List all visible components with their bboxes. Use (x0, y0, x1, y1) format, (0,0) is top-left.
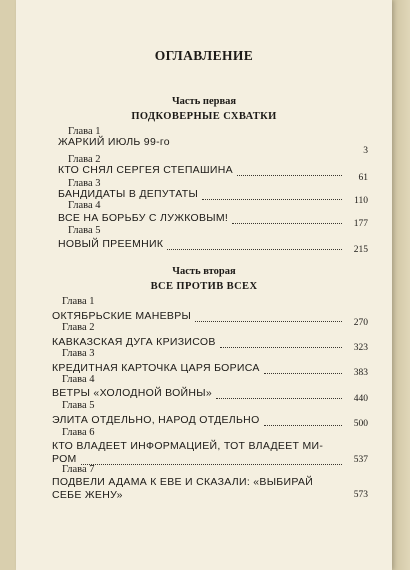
chapter-label: Глава 4 (62, 374, 95, 385)
part-2-label: Часть вторая (172, 266, 236, 277)
toc-title: ОГЛАВЛЕНИЕ (154, 48, 254, 63)
chapter-title-continued: РОМ (52, 453, 77, 465)
chapter-page-number: 270 (353, 318, 368, 328)
chapter-page-number: 215 (353, 245, 368, 255)
dot-leader (167, 239, 342, 250)
page-edge (392, 0, 410, 570)
chapter-page-number: 573 (353, 490, 368, 500)
chapter-label: Глава 3 (62, 348, 95, 359)
chapter-title: ЖАРКИЙ ИЮЛЬ 99-го (58, 136, 170, 148)
part-2-name: ВСЕ ПРОТИВ ВСЕХ (150, 281, 258, 292)
chapter-title: ВЕТРЫ «ХОЛОДНОЙ ВОЙНЫ» (52, 387, 213, 399)
chapter-label: Глава 3 (68, 178, 101, 189)
chapter-page-number: 110 (354, 196, 368, 206)
dot-leader (220, 337, 342, 348)
chapter-label: Глава 7 (62, 464, 95, 475)
chapter-title: БАНДИДАТЫ В ДЕПУТАТЫ (58, 188, 199, 200)
part-1-name: ПОДКОВЕРНЫЕ СХВАТКИ (131, 111, 277, 122)
dot-leader (195, 311, 342, 322)
chapter-page-number: 61 (358, 173, 368, 183)
chapter-label: Глава 6 (62, 427, 95, 438)
chapter-label: Глава 4 (68, 200, 101, 211)
chapter-page-number: 383 (353, 368, 368, 378)
dot-leader (232, 213, 342, 224)
chapter-title: КАВКАЗСКАЯ ДУГА КРИЗИСОВ (52, 336, 216, 348)
dot-leader (264, 363, 342, 374)
chapter-title: КРЕДИТНАЯ КАРТОЧКА ЦАРЯ БОРИСА (52, 362, 260, 374)
chapter-page-number: 500 (353, 419, 368, 429)
dot-leader (237, 165, 342, 176)
chapter-title: ЭЛИТА ОТДЕЛЬНО, НАРОД ОТДЕЛЬНО (52, 414, 260, 426)
chapter-label: Глава 2 (68, 154, 101, 165)
chapter-label: Глава 1 (62, 296, 95, 307)
chapter-title: ПОДВЕЛИ АДАМА К ЕВЕ И СКАЗАЛИ: «ВЫБИРАЙ (52, 476, 314, 488)
chapter-title: ВСЕ НА БОРЬБУ С ЛУЖКОВЫМ! (58, 212, 229, 224)
chapter-label: Глава 2 (62, 322, 95, 333)
dot-leader (202, 189, 342, 200)
chapter-page-number: 537 (353, 455, 368, 465)
chapter-title: ОКТЯБРЬСКИЕ МАНЕВРЫ (52, 310, 192, 322)
dot-leader (264, 415, 342, 426)
chapter-page-number: 3 (363, 146, 368, 156)
chapter-title: КТО ВЛАДЕЕТ ИНФОРМАЦИЕЙ, ТОТ ВЛАДЕЕТ МИ- (52, 440, 324, 452)
part-1-label: Часть первая (171, 96, 237, 107)
chapter-page-number: 440 (353, 394, 368, 404)
chapter-title: КТО СНЯЛ СЕРГЕЯ СТЕПАШИНА (58, 164, 233, 176)
book-page (16, 0, 392, 570)
chapter-page-number: 323 (353, 343, 368, 353)
chapter-label: Глава 5 (68, 225, 101, 236)
chapter-label: Глава 1 (68, 126, 101, 137)
chapter-page-number: 177 (353, 219, 368, 229)
chapter-label: Глава 5 (62, 400, 95, 411)
chapter-title-continued: СЕБЕ ЖЕНУ» (52, 489, 123, 501)
dot-leader (81, 454, 342, 465)
chapter-title: НОВЫЙ ПРЕЕМНИК (58, 238, 164, 250)
dot-leader (216, 388, 342, 399)
